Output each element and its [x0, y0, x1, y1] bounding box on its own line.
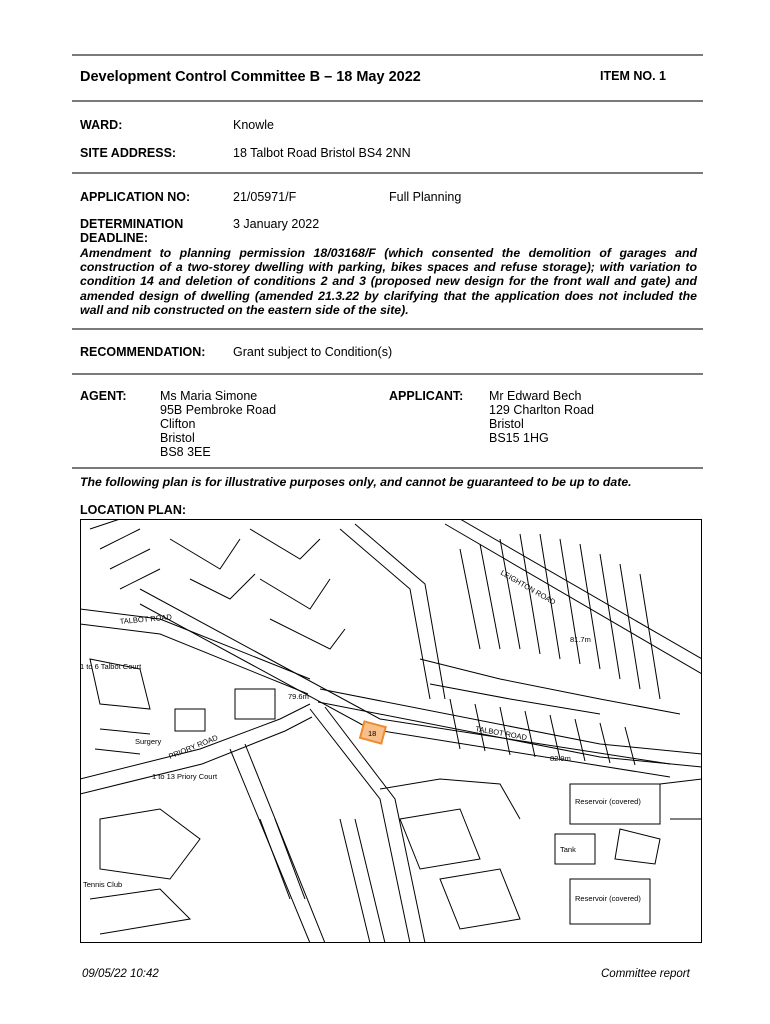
site-address-value: 18 Talbot Road Bristol BS4 2NN — [233, 146, 411, 160]
section-rule-4 — [72, 467, 703, 469]
site-number-label: 18 — [368, 729, 377, 738]
section-rule-2 — [72, 328, 703, 330]
application-type: Full Planning — [389, 190, 462, 204]
surgery-label: Surgery — [135, 737, 162, 746]
applicant-line: 129 Charlton Road — [489, 403, 594, 417]
spot-height-label: 82.9m — [550, 754, 571, 763]
talbot-court-label: 1 to 6 Talbot Court — [80, 662, 142, 671]
ward-value: Knowle — [233, 118, 274, 132]
agent-address — [160, 389, 276, 459]
applicant-line: Mr Edward Bech — [489, 389, 582, 403]
determination-label: DETERMINATION — [80, 217, 184, 231]
determination-value: 3 January 2022 — [233, 217, 320, 231]
agent-line: Bristol — [160, 431, 195, 445]
spot-height-label: 79.6m — [288, 692, 309, 701]
applicant-line: BS15 1HG — [489, 431, 549, 445]
agent-line: Ms Maria Simone — [160, 389, 258, 403]
location-plan-heading: LOCATION PLAN: — [80, 503, 187, 517]
agent-line: BS8 3EE — [160, 445, 211, 459]
section-rule-3 — [72, 373, 703, 375]
application-no-label: APPLICATION NO: — [80, 190, 191, 204]
item-number: ITEM NO. 1 — [600, 69, 666, 83]
priory-court-label: 1 to 13 Priory Court — [152, 772, 218, 781]
applicant-label: APPLICANT: — [389, 389, 464, 403]
applicant-address — [489, 389, 594, 445]
determination-label-2: DEADLINE: — [80, 231, 149, 245]
tennis-club-label: Tennis Club — [83, 880, 123, 889]
header-rule — [72, 100, 703, 102]
tank-label: Tank — [560, 845, 576, 854]
recommendation-label: RECOMMENDATION: — [80, 345, 206, 359]
footer-date: 09/05/22 10:42 — [82, 968, 159, 980]
talbot-road-east-label: TALBOT ROAD — [474, 724, 528, 743]
priory-road-label: PRIORY ROAD — [167, 732, 220, 761]
reservoir-label-1: Reservoir (covered) — [575, 797, 641, 806]
footer-doc-label: Committee report — [601, 968, 690, 980]
applicant-line: Bristol — [489, 417, 524, 431]
spot-height-label: 81.7m — [570, 635, 591, 644]
map-svg — [80, 519, 702, 943]
leighton-road-label: LEIGHTON ROAD — [499, 567, 558, 607]
agent-label: AGENT: — [80, 389, 127, 403]
talbot-road-label: TALBOT ROAD — [119, 612, 173, 626]
reservoir-label-2: Reservoir (covered) — [575, 894, 641, 903]
location-plan-map — [80, 519, 702, 943]
recommendation-value: Grant subject to Condition(s) — [233, 345, 393, 359]
plan-disclaimer: The following plan is for illustrative purposes only, and cannot be guaranteed to be up to date. — [80, 475, 632, 489]
application-description: Amendment to planning permission 18/03168/F (which consented the demolition of garages and construction of a two-storey dwelling with parking, bikes spaces and refuse storage); with variation to condition 14 and deletion of conditions 2 and 3 (proposed new design for the front wall and gate) and amended design of dwelling (amended 21.3.22 by clarifying that the application does not included the wall and nib constructed on the eastern side of the site). — [80, 246, 697, 317]
agent-line: 95B Pembroke Road — [160, 403, 277, 417]
application-no-value: 21/05971/F — [233, 190, 297, 204]
ward-label: WARD: — [80, 118, 123, 132]
page-title: Development Control Committee B – 18 May 2022 — [80, 69, 421, 85]
section-rule-1 — [72, 172, 703, 174]
top-rule — [72, 54, 703, 56]
agent-line: Clifton — [160, 417, 196, 431]
site-address-label: SITE ADDRESS: — [80, 146, 177, 160]
